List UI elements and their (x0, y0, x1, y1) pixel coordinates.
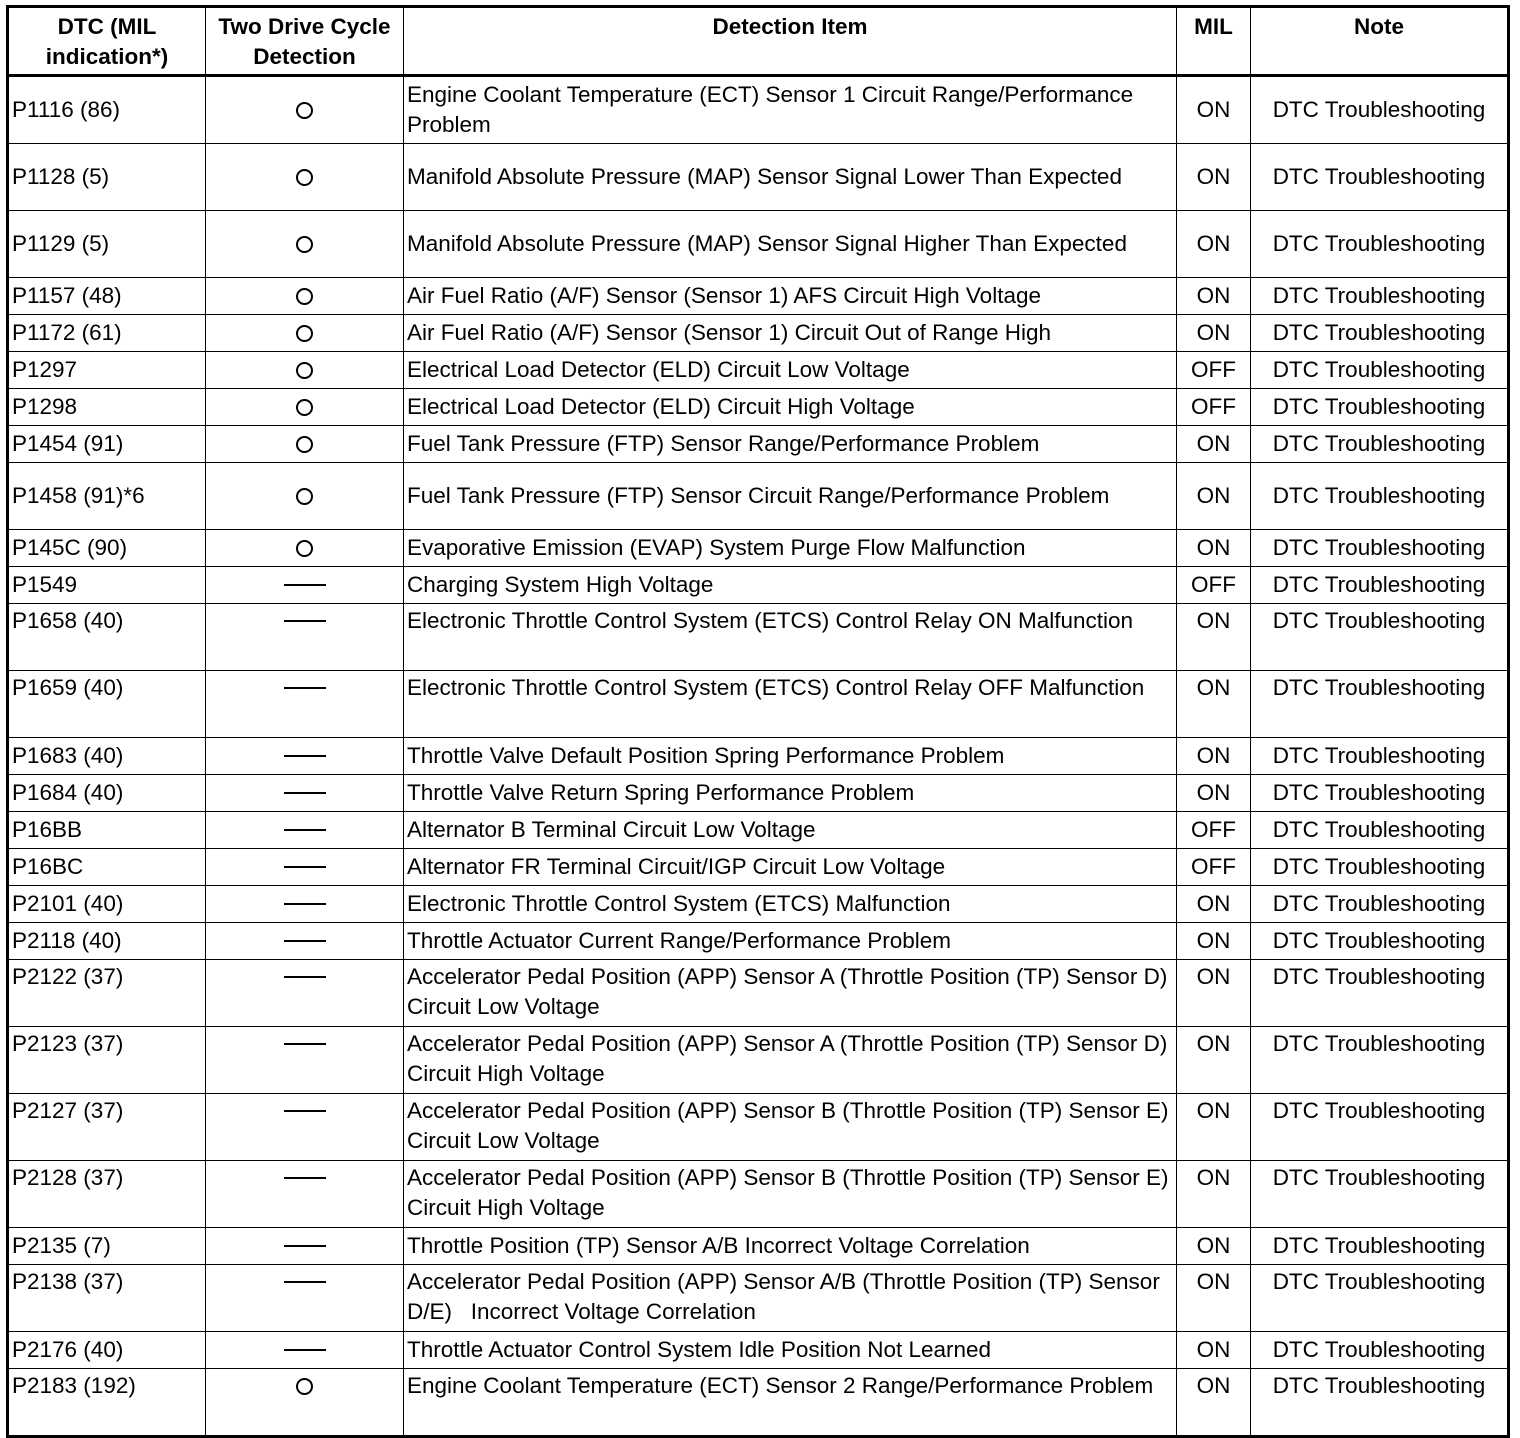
detection-item: Throttle Valve Default Position Spring Performance Problem (404, 738, 1177, 775)
two-drive-cycle-cell (206, 775, 404, 812)
mil-status: ON (1177, 315, 1251, 352)
table-row (8, 960, 1509, 1027)
table-row (8, 211, 1509, 278)
two-drive-cycle-cell (206, 389, 404, 426)
detection-item: Fuel Tank Pressure (FTP) Sensor Circuit Range/Performance Problem (404, 463, 1177, 530)
mil-status: ON (1177, 463, 1251, 530)
two-drive-cycle-cell (206, 1228, 404, 1265)
mil-status: ON (1177, 144, 1251, 211)
dtc-code: P1297 (8, 352, 206, 389)
table-row (8, 604, 1509, 671)
dtc-code: P16BB (8, 812, 206, 849)
dash-icon (284, 687, 326, 689)
table-row (8, 738, 1509, 775)
two-drive-cycle-cell (206, 849, 404, 886)
circle-icon (296, 540, 313, 557)
note-link[interactable]: DTC Troubleshooting (1251, 144, 1509, 211)
dtc-code: P2101 (40) (8, 886, 206, 923)
dtc-code: P1659 (40) (8, 671, 206, 738)
detection-item: Accelerator Pedal Position (APP) Sensor A (Throttle Position (TP) Sensor D) Circuit Low Voltage (404, 960, 1177, 1027)
detection-item: Electrical Load Detector (ELD) Circuit High Voltage (404, 389, 1177, 426)
mil-status: OFF (1177, 567, 1251, 604)
mil-status: ON (1177, 671, 1251, 738)
header-dtc: DTC (MIL indication*) (8, 7, 206, 76)
table-row (8, 144, 1509, 211)
note-link[interactable]: DTC Troubleshooting (1251, 315, 1509, 352)
detection-item: Throttle Valve Return Spring Performance Problem (404, 775, 1177, 812)
note-link[interactable]: DTC Troubleshooting (1251, 1094, 1509, 1161)
two-drive-cycle-cell (206, 1369, 404, 1437)
circle-icon (296, 288, 313, 305)
detection-item: Alternator FR Terminal Circuit/IGP Circuit Low Voltage (404, 849, 1177, 886)
mil-status: ON (1177, 886, 1251, 923)
two-drive-cycle-cell (206, 76, 404, 144)
note-link[interactable]: DTC Troubleshooting (1251, 604, 1509, 671)
dtc-code: P1116 (86) (8, 76, 206, 144)
dash-icon (284, 1177, 326, 1179)
detection-item: Electronic Throttle Control System (ETCS) Control Relay OFF Malfunction (404, 671, 1177, 738)
table-row (8, 671, 1509, 738)
dtc-code: P2127 (37) (8, 1094, 206, 1161)
two-drive-cycle-cell (206, 812, 404, 849)
dash-icon (284, 1043, 326, 1045)
note-link[interactable]: DTC Troubleshooting (1251, 1228, 1509, 1265)
two-drive-cycle-cell (206, 738, 404, 775)
table-row (8, 775, 1509, 812)
detection-item: Throttle Actuator Control System Idle Position Not Learned (404, 1332, 1177, 1369)
mil-status: OFF (1177, 352, 1251, 389)
note-link[interactable]: DTC Troubleshooting (1251, 463, 1509, 530)
dtc-code: P1454 (91) (8, 426, 206, 463)
dtc-code: P1157 (48) (8, 278, 206, 315)
table-row (8, 886, 1509, 923)
circle-icon (296, 102, 313, 119)
dtc-code: P1128 (5) (8, 144, 206, 211)
table-row (8, 315, 1509, 352)
detection-item: Electrical Load Detector (ELD) Circuit Low Voltage (404, 352, 1177, 389)
two-drive-cycle-cell (206, 211, 404, 278)
mil-status: ON (1177, 738, 1251, 775)
dtc-code: P2138 (37) (8, 1265, 206, 1332)
dash-icon (284, 866, 326, 868)
two-drive-cycle-cell (206, 426, 404, 463)
table-row (8, 1265, 1509, 1332)
dash-icon (284, 755, 326, 757)
dtc-code: P145C (90) (8, 530, 206, 567)
dash-icon (284, 620, 326, 622)
detection-item: Manifold Absolute Pressure (MAP) Sensor Signal Lower Than Expected (404, 144, 1177, 211)
dash-icon (284, 976, 326, 978)
table-row (8, 923, 1509, 960)
dtc-code: P2123 (37) (8, 1027, 206, 1094)
table-header (8, 7, 1509, 76)
dtc-code: P2176 (40) (8, 1332, 206, 1369)
detection-item: Evaporative Emission (EVAP) System Purge Flow Malfunction (404, 530, 1177, 567)
dash-icon (284, 584, 326, 586)
dash-icon (284, 1245, 326, 1247)
note-link[interactable]: DTC Troubleshooting (1251, 211, 1509, 278)
table-row (8, 426, 1509, 463)
two-drive-cycle-cell (206, 278, 404, 315)
mil-status: ON (1177, 604, 1251, 671)
dash-icon (284, 1281, 326, 1283)
dash-icon (284, 940, 326, 942)
two-drive-cycle-cell (206, 1265, 404, 1332)
table-row (8, 1369, 1509, 1437)
detection-item: Throttle Position (TP) Sensor A/B Incorrect Voltage Correlation (404, 1228, 1177, 1265)
note-link[interactable]: DTC Troubleshooting (1251, 775, 1509, 812)
table-row (8, 278, 1509, 315)
detection-item: Throttle Actuator Current Range/Performance Problem (404, 923, 1177, 960)
note-link[interactable]: DTC Troubleshooting (1251, 960, 1509, 1027)
detection-item: Air Fuel Ratio (A/F) Sensor (Sensor 1) Circuit Out of Range High (404, 315, 1177, 352)
table-row (8, 352, 1509, 389)
dtc-code: P1683 (40) (8, 738, 206, 775)
two-drive-cycle-cell (206, 567, 404, 604)
two-drive-cycle-cell (206, 315, 404, 352)
detection-item: Engine Coolant Temperature (ECT) Sensor 2 Range/Performance Problem (404, 1369, 1177, 1437)
mil-status: ON (1177, 1027, 1251, 1094)
mil-status: ON (1177, 278, 1251, 315)
table-row (8, 389, 1509, 426)
two-drive-cycle-cell (206, 1332, 404, 1369)
note-link[interactable]: DTC Troubleshooting (1251, 738, 1509, 775)
dtc-code: P1658 (40) (8, 604, 206, 671)
table-row (8, 463, 1509, 530)
two-drive-cycle-cell (206, 671, 404, 738)
table-row (8, 567, 1509, 604)
header-detection-item: Detection Item (404, 7, 1177, 76)
dtc-code: P1298 (8, 389, 206, 426)
note-link[interactable]: DTC Troubleshooting (1251, 567, 1509, 604)
dash-icon (284, 792, 326, 794)
circle-icon (296, 362, 313, 379)
note-link[interactable]: DTC Troubleshooting (1251, 1027, 1509, 1094)
table-row (8, 1228, 1509, 1265)
table-row (8, 76, 1509, 144)
detection-item: Accelerator Pedal Position (APP) Sensor A/B (Throttle Position (TP) Sensor D/E) Incorrect Voltage Correlation (404, 1265, 1177, 1332)
two-drive-cycle-cell (206, 923, 404, 960)
dtc-code: P2183 (192) (8, 1369, 206, 1437)
two-drive-cycle-cell (206, 144, 404, 211)
note-link[interactable]: DTC Troubleshooting (1251, 426, 1509, 463)
detection-item: Accelerator Pedal Position (APP) Sensor A (Throttle Position (TP) Sensor D) Circuit High Voltage (404, 1027, 1177, 1094)
detection-item: Charging System High Voltage (404, 567, 1177, 604)
circle-icon (296, 488, 313, 505)
table-row (8, 530, 1509, 567)
dtc-code: P2135 (7) (8, 1228, 206, 1265)
detection-item: Electronic Throttle Control System (ETCS) Control Relay ON Malfunction (404, 604, 1177, 671)
note-link[interactable]: DTC Troubleshooting (1251, 886, 1509, 923)
note-link[interactable]: DTC Troubleshooting (1251, 1332, 1509, 1369)
dtc-code: P1458 (91)*6 (8, 463, 206, 530)
detection-item: Accelerator Pedal Position (APP) Sensor B (Throttle Position (TP) Sensor E) Circuit High Voltage (404, 1161, 1177, 1228)
mil-status: ON (1177, 1228, 1251, 1265)
detection-item: Fuel Tank Pressure (FTP) Sensor Range/Performance Problem (404, 426, 1177, 463)
table-row (8, 812, 1509, 849)
mil-status: ON (1177, 211, 1251, 278)
two-drive-cycle-cell (206, 604, 404, 671)
two-drive-cycle-cell (206, 1094, 404, 1161)
detection-item: Manifold Absolute Pressure (MAP) Sensor Signal Higher Than Expected (404, 211, 1177, 278)
detection-item: Accelerator Pedal Position (APP) Sensor B (Throttle Position (TP) Sensor E) Circuit Low Voltage (404, 1094, 1177, 1161)
header-mil: MIL (1177, 7, 1251, 76)
two-drive-cycle-cell (206, 960, 404, 1027)
circle-icon (296, 1378, 313, 1395)
table-row (8, 1094, 1509, 1161)
dash-icon (284, 829, 326, 831)
mil-status: ON (1177, 1094, 1251, 1161)
table-body (8, 76, 1509, 1437)
mil-status: ON (1177, 1265, 1251, 1332)
dtc-code: P1549 (8, 567, 206, 604)
two-drive-cycle-cell (206, 463, 404, 530)
dtc-code: P2128 (37) (8, 1161, 206, 1228)
detection-item: Engine Coolant Temperature (ECT) Sensor 1 Circuit Range/Performance Problem (404, 76, 1177, 144)
two-drive-cycle-cell (206, 352, 404, 389)
dtc-code: P1684 (40) (8, 775, 206, 812)
table-row (8, 1027, 1509, 1094)
dtc-code: P1172 (61) (8, 315, 206, 352)
dash-icon (284, 903, 326, 905)
two-drive-cycle-cell (206, 886, 404, 923)
mil-status: ON (1177, 1369, 1251, 1437)
mil-status: ON (1177, 76, 1251, 144)
two-drive-cycle-cell (206, 1027, 404, 1094)
note-link[interactable]: DTC Troubleshooting (1251, 278, 1509, 315)
table-row (8, 1332, 1509, 1369)
note-link[interactable]: DTC Troubleshooting (1251, 389, 1509, 426)
mil-status: OFF (1177, 389, 1251, 426)
note-link[interactable]: DTC Troubleshooting (1251, 671, 1509, 738)
dtc-code: P16BC (8, 849, 206, 886)
dtc-table (6, 5, 1510, 1438)
circle-icon (296, 399, 313, 416)
circle-icon (296, 169, 313, 186)
note-link[interactable]: DTC Troubleshooting (1251, 923, 1509, 960)
note-link[interactable]: DTC Troubleshooting (1251, 76, 1509, 144)
note-link[interactable]: DTC Troubleshooting (1251, 1265, 1509, 1332)
dtc-code: P2122 (37) (8, 960, 206, 1027)
mil-status: OFF (1177, 849, 1251, 886)
detection-item: Alternator B Terminal Circuit Low Voltage (404, 812, 1177, 849)
note-link[interactable]: DTC Troubleshooting (1251, 530, 1509, 567)
mil-status: ON (1177, 775, 1251, 812)
dash-icon (284, 1110, 326, 1112)
two-drive-cycle-cell (206, 1161, 404, 1228)
dtc-code: P1129 (5) (8, 211, 206, 278)
circle-icon (296, 325, 313, 342)
mil-status: ON (1177, 426, 1251, 463)
table-row (8, 1161, 1509, 1228)
note-link[interactable]: DTC Troubleshooting (1251, 812, 1509, 849)
note-link[interactable]: DTC Troubleshooting (1251, 352, 1509, 389)
circle-icon (296, 236, 313, 253)
mil-status: ON (1177, 1332, 1251, 1369)
circle-icon (296, 436, 313, 453)
note-link[interactable]: DTC Troubleshooting (1251, 1369, 1509, 1437)
mil-status: ON (1177, 960, 1251, 1027)
note-link[interactable]: DTC Troubleshooting (1251, 1161, 1509, 1228)
table-row (8, 849, 1509, 886)
header-two-drive-cycle: Two Drive Cycle Detection (206, 7, 404, 76)
detection-item: Electronic Throttle Control System (ETCS) Malfunction (404, 886, 1177, 923)
header-note: Note (1251, 7, 1509, 76)
mil-status: ON (1177, 1161, 1251, 1228)
mil-status: ON (1177, 923, 1251, 960)
mil-status: ON (1177, 530, 1251, 567)
mil-status: OFF (1177, 812, 1251, 849)
dtc-code: P2118 (40) (8, 923, 206, 960)
two-drive-cycle-cell (206, 530, 404, 567)
note-link[interactable]: DTC Troubleshooting (1251, 849, 1509, 886)
dash-icon (284, 1349, 326, 1351)
detection-item: Air Fuel Ratio (A/F) Sensor (Sensor 1) AFS Circuit High Voltage (404, 278, 1177, 315)
header-row (8, 7, 1509, 76)
